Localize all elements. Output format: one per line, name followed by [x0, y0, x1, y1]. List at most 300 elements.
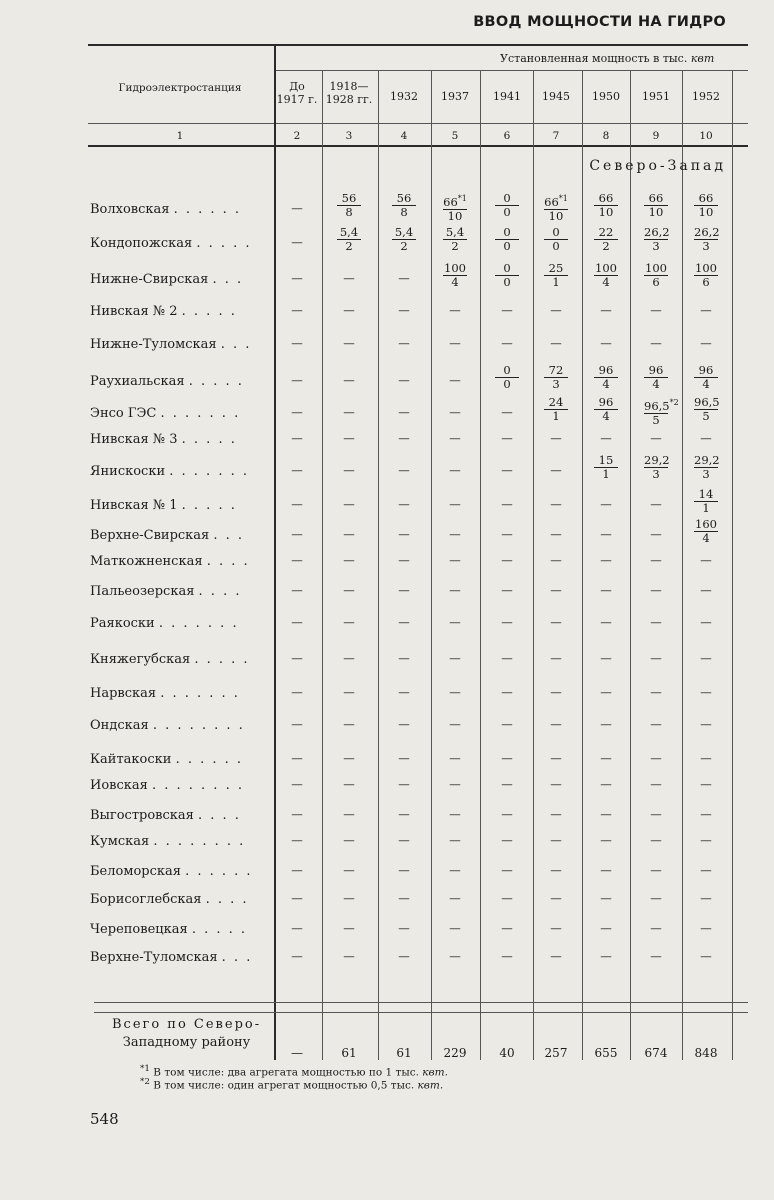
table-cell: — — [291, 685, 303, 699]
table-cell: — — [398, 685, 410, 699]
leader-dots: . . . . . — [181, 432, 237, 447]
table-cell — [583, 396, 629, 423]
table-cell: — — [449, 553, 461, 567]
column-number: 5 — [451, 130, 459, 142]
station-name — [90, 950, 252, 965]
table-cell: — — [501, 405, 513, 419]
table-cell: — — [343, 336, 355, 350]
table-cell: — — [550, 553, 562, 567]
table-cell: — — [600, 431, 612, 445]
table-cell: — — [501, 651, 513, 665]
station-label: Нижне-Свирская — [90, 272, 213, 287]
leader-dots: . . . . . — [181, 498, 237, 513]
station-label: Верхне-Туломская — [90, 950, 222, 965]
table-cell: — — [398, 583, 410, 597]
table-cell: — — [291, 949, 303, 963]
cell-denominator: 10 — [698, 205, 714, 219]
table-cell: — — [700, 615, 712, 629]
station-label: Череповецкая — [90, 922, 192, 937]
station-name — [90, 432, 237, 447]
table-cell: — — [343, 553, 355, 567]
table-cell: — — [343, 615, 355, 629]
cell-numerator: 96,5 — [694, 395, 720, 409]
table-cell — [583, 364, 629, 391]
table-cell: — — [600, 553, 612, 567]
table-cell: — — [291, 863, 303, 877]
table-cell: — — [398, 373, 410, 387]
column-divider — [274, 46, 276, 1060]
table-cell: — — [343, 527, 355, 541]
cell-numerator: 0 — [495, 364, 519, 378]
cell-denominator: 4 — [702, 531, 710, 545]
table-cell: — — [343, 777, 355, 791]
cell-numerator: 96,5$^{*2}$ — [644, 398, 679, 413]
table-cell: — — [650, 833, 662, 847]
station-name — [90, 337, 251, 352]
table-cell: — — [398, 497, 410, 511]
table-cell: — — [501, 833, 513, 847]
table-cell: — — [398, 833, 410, 847]
table-cell: — — [398, 751, 410, 765]
table-cell: — — [600, 685, 612, 699]
column-divider — [322, 70, 323, 1060]
table-cell: — — [550, 863, 562, 877]
table-cell: — — [291, 271, 303, 285]
table-cell: — — [449, 777, 461, 791]
cell-denominator: 0 — [503, 275, 511, 289]
table-cell: — — [449, 807, 461, 821]
table-cell: — — [600, 949, 612, 963]
table-cell — [533, 262, 579, 289]
table-cell: — — [398, 615, 410, 629]
column-divider — [378, 70, 379, 1060]
cell-numerator: 0 — [495, 262, 519, 276]
table-cell: — — [600, 891, 612, 905]
station-name — [90, 686, 240, 701]
column-number: 6 — [503, 130, 511, 142]
table-cell: — — [550, 463, 562, 477]
station-label: Янискоски — [90, 464, 170, 479]
table-cell: — — [650, 891, 662, 905]
total-value: 40 — [499, 1046, 515, 1060]
cell-numerator: 29,2 — [644, 453, 670, 467]
table-cell — [533, 396, 579, 423]
leader-dots: . . . — [220, 337, 252, 352]
table-cell — [381, 226, 427, 253]
table-cell: — — [449, 303, 461, 317]
table-cell: — — [291, 807, 303, 821]
cell-denominator: 4 — [602, 409, 610, 423]
table-cell — [484, 192, 530, 219]
station-name — [90, 864, 253, 879]
table-cell — [533, 192, 579, 223]
table-cell: — — [650, 863, 662, 877]
station-label: Раухиальская — [90, 374, 189, 389]
leader-dots: . . . . . — [181, 304, 237, 319]
year-header — [322, 80, 376, 106]
station-label: Раякоски — [90, 616, 159, 631]
footnote-1-text: В том числе: два агрегата мощностью по 1 тыс. — [153, 1066, 419, 1079]
station-name — [90, 922, 247, 937]
cell-denominator: 0 — [503, 239, 511, 253]
table-cell: — — [700, 651, 712, 665]
footnote-ref: *1 — [457, 194, 467, 203]
footnote-ref: *1 — [558, 194, 568, 203]
year-header-line1: 1951 — [642, 90, 670, 103]
capacity-header — [500, 52, 714, 65]
table-cell: — — [600, 833, 612, 847]
cell-numerator: 0 — [495, 192, 519, 206]
table-cell: — — [449, 751, 461, 765]
cell-denominator: 8 — [345, 205, 353, 219]
table-cell: — — [700, 431, 712, 445]
table-cell: — — [291, 921, 303, 935]
footnote-ref: *2 — [669, 398, 679, 407]
total-value: 655 — [594, 1046, 618, 1060]
cell-denominator: 0 — [503, 205, 511, 219]
table-cell: — — [398, 777, 410, 791]
table-cell: — — [291, 303, 303, 317]
table-cell: — — [501, 863, 513, 877]
table-cell: — — [501, 303, 513, 317]
cell-denominator: 3 — [652, 467, 660, 481]
table-cell: — — [501, 751, 513, 765]
table-cell: — — [449, 863, 461, 877]
footnote-1-mark: *1 — [140, 1064, 150, 1074]
cell-numerator: 66$^{*1}$ — [443, 194, 467, 209]
capacity-label: Установленная мощность в тыс. — [500, 52, 688, 65]
table-cell: — — [550, 921, 562, 935]
year-header-line1: 1950 — [592, 90, 620, 103]
table-cell: — — [501, 685, 513, 699]
table-cell: — — [650, 807, 662, 821]
table-cell: — — [700, 949, 712, 963]
cell-denominator: 1 — [702, 501, 710, 515]
page-title: ВВОД МОЩНОСТИ НА ГИДРО — [473, 14, 726, 30]
cell-numerator: 100 — [695, 261, 717, 275]
table-cell: — — [501, 777, 513, 791]
table-cell: — — [343, 405, 355, 419]
year-header-line1: 1937 — [441, 90, 469, 103]
table-cell: — — [650, 553, 662, 567]
cell-numerator: 0 — [544, 226, 568, 240]
table-cell — [683, 262, 729, 289]
cell-denominator: 1 — [552, 409, 560, 423]
cell-numerator: 66 — [594, 192, 618, 206]
station-name — [90, 498, 237, 513]
table-cell: — — [398, 405, 410, 419]
table-cell: — — [550, 303, 562, 317]
station-name — [90, 752, 243, 767]
table-cell: — — [291, 405, 303, 419]
cell-denominator: 5 — [702, 409, 710, 423]
table-cell — [432, 262, 478, 289]
table-cell: — — [343, 863, 355, 877]
table-cell: — — [291, 235, 303, 249]
table-cell — [484, 226, 530, 253]
table-cell — [381, 192, 427, 219]
table-cell: — — [291, 527, 303, 541]
table-cell — [683, 226, 729, 253]
table-cell: — — [343, 833, 355, 847]
cell-denominator: 4 — [451, 275, 459, 289]
station-name — [90, 236, 252, 251]
station-name — [90, 652, 250, 667]
table-cell — [633, 192, 679, 219]
table-cell: — — [398, 463, 410, 477]
column-number: 9 — [652, 130, 660, 142]
table-cell: — — [291, 463, 303, 477]
table-cell: — — [550, 949, 562, 963]
year-header-line2: 1917 г. — [276, 93, 318, 106]
table-cell: — — [449, 405, 461, 419]
table-cell: — — [600, 527, 612, 541]
station-name — [90, 202, 241, 217]
table-cell: — — [449, 921, 461, 935]
cell-numerator: 160 — [695, 517, 717, 531]
table-cell: — — [291, 833, 303, 847]
footnote-1-unit: квт. — [422, 1066, 448, 1079]
table-cell — [583, 262, 629, 289]
leader-dots: . . . . — [206, 554, 250, 569]
table-cell — [633, 262, 679, 289]
table-cell: — — [650, 949, 662, 963]
table-cell — [633, 396, 679, 427]
table-cell: — — [550, 431, 562, 445]
table-cell: — — [650, 921, 662, 935]
cell-numerator: 5,4 — [392, 226, 416, 240]
station-name — [90, 554, 250, 569]
table-cell: — — [501, 615, 513, 629]
cell-denominator: 3 — [702, 239, 710, 253]
table-cell: — — [449, 717, 461, 731]
cell-denominator: 6 — [652, 275, 660, 289]
cell-numerator: 29,2 — [694, 453, 720, 467]
column-number: 2 — [293, 130, 301, 142]
table-cell: — — [449, 583, 461, 597]
table-cell: — — [343, 807, 355, 821]
total-value: — — [291, 1046, 303, 1060]
total-value: 61 — [341, 1046, 357, 1060]
table-cell: — — [343, 583, 355, 597]
table-cell: — — [501, 891, 513, 905]
table-cell: — — [291, 615, 303, 629]
leader-dots: . . . . . . . — [160, 686, 240, 701]
year-header — [629, 90, 683, 103]
station-label: Волховская — [90, 202, 174, 217]
station-label: Маткожненская — [90, 554, 207, 569]
capacity-rule — [275, 70, 748, 71]
cell-denominator: 4 — [602, 275, 610, 289]
table-cell: — — [600, 497, 612, 511]
station-column-header: Гидроэлектростанция — [118, 82, 242, 94]
cell-numerator: 22 — [594, 226, 618, 240]
station-label: Кондопожская — [90, 236, 197, 251]
table-cell: — — [650, 431, 662, 445]
table-cell: — — [291, 497, 303, 511]
table-cell — [683, 518, 729, 545]
table-cell: — — [343, 685, 355, 699]
table-cell: — — [700, 777, 712, 791]
station-label: Верхне-Свирская — [90, 528, 214, 543]
table-cell: — — [550, 497, 562, 511]
year-header-line1: 1941 — [493, 90, 521, 103]
table-cell: — — [650, 303, 662, 317]
table-cell: — — [650, 583, 662, 597]
table-cell — [683, 192, 729, 219]
table-cell: — — [700, 891, 712, 905]
year-header-line1: 1918— — [329, 80, 369, 93]
table-cell: — — [501, 463, 513, 477]
station-label: Нивская № 3 — [90, 432, 182, 447]
cell-numerator: 72 — [544, 364, 568, 378]
leader-dots: . . . . . — [191, 922, 248, 937]
table-cell: — — [650, 777, 662, 791]
table-cell: — — [550, 583, 562, 597]
table-cell: — — [398, 807, 410, 821]
cell-denominator: 4 — [702, 377, 710, 391]
station-label: Иовская — [90, 778, 152, 793]
table-cell — [683, 396, 729, 423]
table-cell — [484, 364, 530, 391]
table-cell: — — [700, 553, 712, 567]
table-cell: — — [650, 717, 662, 731]
table-cell: — — [343, 949, 355, 963]
leader-dots: . . . . . — [196, 236, 252, 251]
table-cell: — — [291, 373, 303, 387]
year-header-line1: До — [289, 80, 305, 93]
table-cell: — — [449, 527, 461, 541]
table-cell: — — [600, 336, 612, 350]
total-value: 229 — [443, 1046, 467, 1060]
leader-dots: . . . . . . . — [169, 464, 249, 479]
cell-denominator: 2 — [400, 239, 408, 253]
table-cell: — — [291, 651, 303, 665]
station-name — [90, 374, 244, 389]
column-number: 7 — [552, 130, 560, 142]
table-cell: — — [550, 615, 562, 629]
table-cell: — — [398, 553, 410, 567]
table-cell: — — [600, 615, 612, 629]
leader-dots: . . . . . . . . — [153, 834, 246, 849]
station-label: Княжегубская — [90, 652, 195, 667]
station-name — [90, 808, 241, 823]
cell-denominator: 2 — [602, 239, 610, 253]
table-cell: — — [600, 777, 612, 791]
table-cell — [633, 364, 679, 391]
table-cell: — — [398, 271, 410, 285]
table-cell: — — [398, 891, 410, 905]
table-cell: — — [343, 271, 355, 285]
cell-numerator: 26,2 — [644, 225, 670, 239]
table-cell: — — [449, 949, 461, 963]
table-cell: — — [343, 651, 355, 665]
table-cell: — — [449, 373, 461, 387]
table-cell: — — [343, 921, 355, 935]
table-cell: — — [501, 527, 513, 541]
table-cell: — — [291, 431, 303, 445]
cell-numerator: 100 — [444, 261, 466, 275]
cell-denominator: 2 — [451, 239, 459, 253]
table-cell: — — [650, 497, 662, 511]
table-cell: — — [398, 303, 410, 317]
year-header-line1: 1932 — [390, 90, 418, 103]
leader-dots: . . . . . — [188, 374, 244, 389]
table-cell: — — [700, 685, 712, 699]
table-cell: — — [501, 807, 513, 821]
table-cell — [633, 226, 679, 253]
table-cell: — — [449, 497, 461, 511]
table-cell — [533, 226, 579, 253]
cell-numerator: 24 — [544, 396, 568, 410]
table-cell: — — [291, 891, 303, 905]
column-number: 4 — [400, 130, 408, 142]
table-cell: — — [501, 921, 513, 935]
year-header — [679, 90, 733, 103]
table-cell: — — [550, 777, 562, 791]
cell-denominator: 10 — [598, 205, 614, 219]
leader-dots: . . . . . . — [185, 864, 253, 879]
cell-numerator: 66$^{*1}$ — [544, 194, 568, 209]
total-label-line1: Всего по Северо- — [112, 1017, 262, 1032]
section-title: Северо-Запад — [589, 158, 726, 174]
year-header — [529, 90, 583, 103]
table-cell: — — [550, 651, 562, 665]
table-cell: — — [291, 751, 303, 765]
table-cell: — — [700, 863, 712, 877]
station-name — [90, 834, 245, 849]
table-cell: — — [650, 685, 662, 699]
table-cell: — — [291, 777, 303, 791]
year-header — [428, 90, 482, 103]
cell-numerator: 56 — [392, 192, 416, 206]
table-cell: — — [501, 497, 513, 511]
table-cell: — — [600, 717, 612, 731]
table-cell — [484, 262, 530, 289]
year-header — [377, 90, 431, 103]
table-cell: — — [700, 751, 712, 765]
table-cell: — — [650, 527, 662, 541]
cell-numerator: 56 — [337, 192, 361, 206]
table-cell: — — [600, 583, 612, 597]
station-label: Кумская — [90, 834, 154, 849]
cell-numerator: 5,4 — [337, 226, 361, 240]
table-cell: — — [398, 527, 410, 541]
leader-dots: . . . — [212, 272, 244, 287]
table-cell — [326, 192, 372, 219]
table-cell: — — [398, 921, 410, 935]
total-value: 674 — [644, 1046, 668, 1060]
table-cell: — — [449, 615, 461, 629]
table-cell: — — [600, 921, 612, 935]
table-cell: — — [550, 807, 562, 821]
station-name — [90, 584, 241, 599]
table-cell: — — [449, 685, 461, 699]
year-header — [579, 90, 633, 103]
column-divider — [480, 70, 481, 1060]
table-cell: — — [398, 949, 410, 963]
table-cell: — — [700, 336, 712, 350]
table-cell: — — [343, 717, 355, 731]
table-cell — [432, 226, 478, 253]
table-cell: — — [600, 303, 612, 317]
table-cell — [326, 226, 372, 253]
cell-denominator: 10 — [548, 208, 564, 223]
leader-dots: . . . . — [205, 892, 249, 907]
leader-dots: . . . . . . . — [160, 406, 241, 421]
table-cell: — — [343, 463, 355, 477]
table-cell: — — [600, 751, 612, 765]
